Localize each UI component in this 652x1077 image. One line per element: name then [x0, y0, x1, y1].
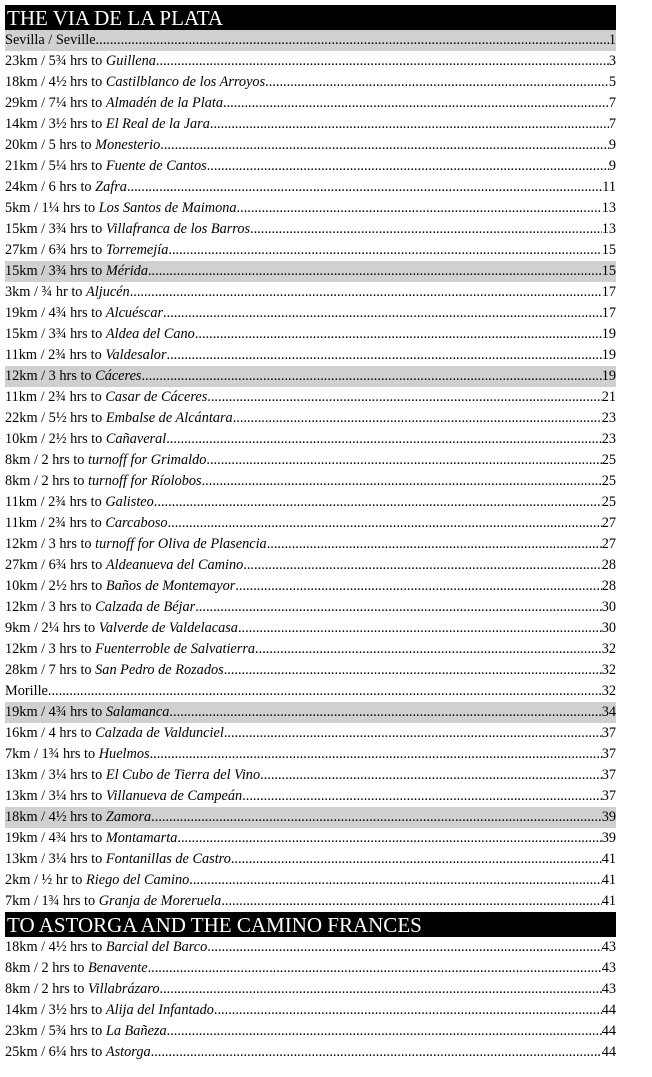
entry-label — [5, 681, 48, 702]
dot-leader — [130, 282, 602, 303]
dot-leader — [250, 219, 602, 240]
entry-distance-time: 3km / ¾ hr to — [5, 284, 87, 300]
entry-place-name: Astorga — [105, 1044, 151, 1060]
dot-leader — [195, 597, 601, 618]
entry-page-number: 11 — [602, 179, 616, 195]
entry-page-number: 27 — [601, 536, 616, 552]
entry-place-name: Alija del Infantado — [105, 1002, 214, 1018]
toc-entry[interactable] — [5, 765, 616, 786]
entry-label — [5, 639, 255, 660]
dot-leader — [237, 198, 602, 219]
toc-entry[interactable] — [5, 723, 616, 744]
entry-place-name: Aldeanueva del Camino — [105, 557, 244, 573]
toc-entry[interactable] — [5, 408, 616, 429]
entry-place-name: La Bañeza — [105, 1023, 167, 1039]
entry-label — [5, 198, 237, 219]
entry-page-number: 5 — [608, 74, 616, 90]
toc-entry[interactable] — [5, 1000, 616, 1021]
dot-leader — [48, 681, 602, 702]
entry-distance-time: 15km / 3¾ hrs to — [5, 263, 106, 279]
entry-label — [5, 408, 233, 429]
entry-distance-time: 8km / 2 hrs to — [5, 452, 89, 468]
entry-distance-time: 13km / 3¼ hrs to — [5, 767, 106, 783]
entry-distance-time: 14km / 3½ hrs to — [5, 1002, 106, 1018]
entry-label — [5, 240, 168, 261]
entry-distance-time: 12km / 3 hrs to — [5, 536, 96, 552]
entry-label — [5, 93, 223, 114]
entry-label — [5, 1021, 167, 1042]
entry-page-number: 25 — [601, 452, 616, 468]
entry-label — [5, 1000, 214, 1021]
entry-label — [5, 513, 168, 534]
entry-label — [5, 786, 242, 807]
toc-entry[interactable] — [5, 660, 616, 681]
dot-leader — [163, 303, 602, 324]
entry-distance-time: 21km / 5¼ hrs to — [5, 158, 106, 174]
toc-entry[interactable] — [5, 555, 616, 576]
dot-leader — [207, 156, 609, 177]
toc-entry[interactable] — [5, 156, 616, 177]
entry-page-number: 17 — [601, 284, 616, 300]
entry-place-name: Calzada de Béjar — [95, 599, 196, 615]
toc-entry[interactable] — [5, 429, 616, 450]
dot-leader — [148, 261, 602, 282]
dot-leader — [207, 387, 601, 408]
entry-distance-time: 18km / 4½ hrs to — [5, 74, 106, 90]
entry-label — [5, 51, 156, 72]
entry-place-name: Montamarta — [105, 830, 178, 846]
entry-label — [5, 937, 207, 958]
toc-entry[interactable] — [5, 937, 616, 958]
entry-place-name: Riego del Camino — [86, 872, 190, 888]
toc-entry-stage-town[interactable] — [5, 261, 616, 282]
entry-label — [5, 891, 221, 912]
dot-leader — [167, 345, 602, 366]
entry-place-name: Zamora — [105, 809, 152, 825]
entry-label — [5, 492, 154, 513]
toc-entry[interactable] — [5, 93, 616, 114]
entry-distance-time: 7km / 1¾ hrs to — [5, 746, 99, 762]
toc-entry[interactable] — [5, 345, 616, 366]
entry-page-number: 32 — [601, 683, 616, 699]
entry-distance-time: 8km / 2 hrs to — [5, 981, 89, 997]
dot-leader — [168, 513, 602, 534]
entry-label — [5, 576, 235, 597]
dot-leader — [224, 660, 602, 681]
entry-distance-time: 12km / 3 hrs to — [5, 599, 96, 615]
entry-page-number: 43 — [601, 981, 616, 997]
dot-leader — [160, 135, 609, 156]
entry-place-name: Villanueva de Campeán — [105, 788, 243, 804]
toc-entry[interactable] — [5, 492, 616, 513]
toc-entry[interactable] — [5, 282, 616, 303]
entry-place-name: Almadén de la Plata — [105, 95, 224, 111]
entry-distance-time: 18km / 4½ hrs to — [5, 939, 106, 955]
dot-leader — [255, 639, 602, 660]
entry-page-number: 19 — [601, 368, 616, 384]
entry-place-name: Valverde de Valdelacasa — [98, 620, 238, 636]
dot-leader — [267, 534, 602, 555]
dot-leader — [169, 702, 601, 723]
entry-place-name: Fuente de Cantos — [105, 158, 207, 174]
dot-leader — [202, 471, 602, 492]
entry-place-name: Benavente — [88, 960, 148, 976]
entry-page-number: 39 — [601, 830, 616, 846]
entry-page-number: 30 — [601, 599, 616, 615]
entry-distance-time: 9km / 2¼ hrs to — [5, 620, 99, 636]
entry-label — [5, 597, 195, 618]
entry-distance-time: 12km / 3 hrs to — [5, 368, 96, 384]
entry-distance-time: 23km / 5¾ hrs to — [5, 53, 106, 69]
dot-leader — [160, 979, 602, 1000]
dot-leader — [221, 891, 601, 912]
entry-distance-time: 19km / 4¾ hrs to — [5, 830, 106, 846]
entry-page-number: 25 — [601, 473, 616, 489]
toc-entry[interactable] — [5, 513, 616, 534]
entry-page-number: 9 — [608, 137, 616, 153]
entry-distance-time: 8km / 2 hrs to — [5, 960, 89, 976]
toc-entry[interactable] — [5, 979, 616, 1000]
entry-distance-time: 18km / 4½ hrs to — [5, 809, 106, 825]
toc-entry[interactable] — [5, 324, 616, 345]
entry-distance-time: 25km / 6¼ hrs to — [5, 1044, 106, 1060]
entry-place-name: Barcial del Barco — [105, 939, 208, 955]
entry-place-name: turnoff for Grimaldo — [88, 452, 207, 468]
entry-page-number: 43 — [601, 939, 616, 955]
entry-place-name: Fontanillas de Castro — [105, 851, 231, 867]
entry-label — [5, 555, 243, 576]
entry-label — [5, 72, 265, 93]
entry-label — [5, 345, 167, 366]
toc-entry[interactable] — [5, 198, 616, 219]
entry-distance-time: 11km / 2¾ hrs to — [5, 389, 106, 405]
entry-page-number: 21 — [601, 389, 616, 405]
entry-place-name: turnoff for Ríolobos — [88, 473, 202, 489]
entry-place-name: Carcaboso — [105, 515, 168, 531]
entry-page-number: 30 — [601, 620, 616, 636]
toc-entry-stage-town[interactable] — [5, 366, 616, 387]
entry-label — [5, 807, 151, 828]
entry-page-number: 19 — [601, 347, 616, 363]
toc-entry-stage-town[interactable] — [5, 807, 616, 828]
entry-page-number: 23 — [601, 410, 616, 426]
toc-entry[interactable] — [5, 114, 616, 135]
entry-label — [5, 450, 206, 471]
entry-page-number: 17 — [601, 305, 616, 321]
entry-page-number: 43 — [601, 960, 616, 976]
dot-leader — [150, 744, 602, 765]
entry-page-number: 37 — [601, 788, 616, 804]
entry-page-number: 27 — [601, 515, 616, 531]
toc-entry[interactable] — [5, 177, 616, 198]
entry-place-name: Guillena — [105, 53, 156, 69]
entry-place-name: Los Santos de Maimona — [98, 200, 237, 216]
entry-label — [5, 135, 160, 156]
entry-label — [5, 979, 160, 1000]
entry-place-name: Calzada de Valdunciel — [95, 725, 224, 741]
dot-leader — [148, 958, 602, 979]
entry-place-name: Mérida — [105, 263, 148, 279]
entry-page-number: 41 — [601, 872, 616, 888]
entry-distance-time: 20km / 5 hrs to — [5, 137, 96, 153]
entry-page-number: 7 — [608, 95, 616, 111]
toc-entry[interactable] — [5, 135, 616, 156]
entry-distance-time: 7km / 1¾ hrs to — [5, 893, 99, 909]
entry-page-number: 28 — [601, 557, 616, 573]
dot-leader — [243, 555, 601, 576]
entry-distance-time: 10km / 2½ hrs to — [5, 578, 106, 594]
dot-leader — [206, 450, 601, 471]
entry-place-name: Valdesalor — [105, 347, 167, 363]
entry-label — [5, 958, 148, 979]
toc-entry[interactable] — [5, 870, 616, 891]
dot-leader — [167, 1021, 602, 1042]
dot-leader — [151, 1042, 602, 1063]
toc-entry[interactable] — [5, 786, 616, 807]
entry-label — [5, 282, 130, 303]
entry-page-number: 23 — [601, 431, 616, 447]
entry-distance-time: 27km / 6¾ hrs to — [5, 242, 106, 258]
entry-page-number: 3 — [608, 53, 616, 69]
entry-page-number: 13 — [601, 200, 616, 216]
entry-place-name: Castilblanco de los Arroyos — [105, 74, 266, 90]
dot-leader — [195, 324, 602, 345]
entry-place-name: Alcuéscar — [105, 305, 164, 321]
entry-place-name: Casar de Cáceres — [105, 389, 208, 405]
entry-label — [5, 30, 96, 51]
entry-page-number: 15 — [601, 263, 616, 279]
dot-leader — [210, 114, 609, 135]
entry-page-number: 41 — [601, 893, 616, 909]
entry-distance-time: 5km / 1¼ hrs to — [5, 200, 99, 216]
entry-label — [5, 471, 202, 492]
dot-leader — [224, 723, 602, 744]
dot-leader — [260, 765, 602, 786]
entry-page-number: 44 — [601, 1002, 616, 1018]
entry-page-number: 37 — [601, 725, 616, 741]
entry-distance-time: 28km / 7 hrs to — [5, 662, 96, 678]
entry-label — [5, 660, 224, 681]
toc-entry[interactable] — [5, 849, 616, 870]
entry-label — [5, 261, 148, 282]
dot-leader — [223, 93, 609, 114]
entry-label — [5, 114, 210, 135]
entry-label — [5, 429, 166, 450]
toc-entry[interactable] — [5, 219, 616, 240]
entry-place-name: Torremejía — [105, 242, 169, 258]
toc-entry[interactable] — [5, 534, 616, 555]
entry-label — [5, 849, 231, 870]
entry-label — [5, 765, 260, 786]
dot-leader — [96, 30, 609, 51]
toc-entry[interactable] — [5, 240, 616, 261]
entry-label — [5, 219, 250, 240]
entry-distance-time: 22km / 5½ hrs to — [5, 410, 106, 426]
dot-leader — [238, 618, 602, 639]
toc-entry[interactable] — [5, 618, 616, 639]
entry-label — [5, 870, 189, 891]
dot-leader — [265, 72, 609, 93]
entry-distance-time: 15km / 3¾ hrs to — [5, 326, 106, 342]
dot-leader — [233, 408, 602, 429]
dot-leader — [214, 1000, 602, 1021]
toc-entry[interactable] — [5, 387, 616, 408]
entry-place-name: Villabrázaro — [88, 981, 160, 997]
dot-leader — [189, 870, 601, 891]
entry-page-number: 32 — [601, 641, 616, 657]
entry-distance-time: 11km / 2¾ hrs to — [5, 347, 106, 363]
entry-distance-time: 11km / 2¾ hrs to — [5, 494, 106, 510]
entry-page-number: 44 — [601, 1023, 616, 1039]
dot-leader — [177, 828, 601, 849]
entry-distance-time: 16km / 4 hrs to — [5, 725, 96, 741]
entry-distance-time: 10km / 2½ hrs to — [5, 431, 106, 447]
toc-entry[interactable] — [5, 1042, 616, 1063]
entry-page-number: 37 — [601, 767, 616, 783]
entry-page-number: 39 — [601, 809, 616, 825]
entry-place-name: turnoff for Oliva de Plasencia — [95, 536, 267, 552]
entry-label — [5, 177, 127, 198]
dot-leader — [154, 492, 602, 513]
entry-page-number: 37 — [601, 746, 616, 762]
entry-label — [5, 723, 224, 744]
toc-entry[interactable] — [5, 639, 616, 660]
toc-entry[interactable] — [5, 471, 616, 492]
entry-place-name: Cañaveral — [105, 431, 167, 447]
entry-place-name: Salamanca — [105, 704, 170, 720]
entry-page-number: 19 — [601, 326, 616, 342]
dot-leader — [235, 576, 601, 597]
entry-place-name: Galisteo — [105, 494, 154, 510]
entry-label — [5, 1042, 151, 1063]
entry-distance-time: 2km / ½ hr to — [5, 872, 87, 888]
toc-entry[interactable] — [5, 828, 616, 849]
entry-page-number: 28 — [601, 578, 616, 594]
toc-entry[interactable] — [5, 576, 616, 597]
entry-distance-time: 8km / 2 hrs to — [5, 473, 89, 489]
entry-label — [5, 534, 267, 555]
entry-distance-time: 29km / 7¼ hrs to — [5, 95, 106, 111]
dot-leader — [156, 51, 609, 72]
dot-leader — [141, 366, 601, 387]
entry-place-name: Baños de Montemayor — [105, 578, 236, 594]
entry-label — [5, 618, 238, 639]
entry-distance-time: 23km / 5¾ hrs to — [5, 1023, 106, 1039]
entry-page-number: 25 — [601, 494, 616, 510]
entry-place-name: Huelmos — [98, 746, 150, 762]
dot-leader — [166, 429, 601, 450]
toc-entry[interactable] — [5, 450, 616, 471]
entry-page-number: 34 — [601, 704, 616, 720]
entry-distance-time: 14km / 3½ hrs to — [5, 116, 106, 132]
entry-place-name: Cáceres — [95, 368, 142, 384]
entry-distance-time: Sevilla / Seville — [5, 32, 96, 48]
entry-place-name: Aljucén — [86, 284, 130, 300]
section-heading: TO ASTORGA AND THE CAMINO FRANCES — [5, 912, 616, 937]
entry-place-name: Aldea del Cano — [105, 326, 195, 342]
toc-entry[interactable] — [5, 72, 616, 93]
entry-label — [5, 303, 163, 324]
entry-page-number: 9 — [608, 158, 616, 174]
entry-distance-time: 24km / 6 hrs to — [5, 179, 96, 195]
entry-page-number: 7 — [608, 116, 616, 132]
entry-place-name: Embalse de Alcántara — [105, 410, 233, 426]
entry-place-name: Zafra — [95, 179, 127, 195]
entry-label — [5, 366, 141, 387]
entry-place-name: San Pedro de Rozados — [95, 662, 224, 678]
entry-distance-time: Morille — [5, 683, 48, 699]
dot-leader — [127, 177, 602, 198]
dot-leader — [231, 849, 602, 870]
toc-entry[interactable] — [5, 1021, 616, 1042]
entry-distance-time: 15km / 3¾ hrs to — [5, 221, 106, 237]
dot-leader — [207, 937, 601, 958]
toc-entry-stage-town[interactable] — [5, 702, 616, 723]
toc-entry-stage-town[interactable] — [5, 30, 616, 51]
dot-leader — [151, 807, 602, 828]
entry-place-name: Granja de Moreruela — [98, 893, 222, 909]
entry-distance-time: 19km / 4¾ hrs to — [5, 305, 106, 321]
entry-page-number: 1 — [608, 32, 616, 48]
toc-entry[interactable] — [5, 891, 616, 912]
entry-label — [5, 828, 177, 849]
entry-place-name: Villafranca de los Barros — [105, 221, 251, 237]
entry-distance-time: 13km / 3¼ hrs to — [5, 788, 106, 804]
entry-page-number: 32 — [601, 662, 616, 678]
entry-label — [5, 156, 207, 177]
entry-label — [5, 744, 150, 765]
toc-entry[interactable] — [5, 681, 616, 702]
toc-entry[interactable] — [5, 744, 616, 765]
entry-distance-time: 27km / 6¾ hrs to — [5, 557, 106, 573]
toc-entry[interactable] — [5, 51, 616, 72]
entry-distance-time: 12km / 3 hrs to — [5, 641, 96, 657]
entry-page-number: 13 — [601, 221, 616, 237]
dot-leader — [168, 240, 601, 261]
entry-page-number: 44 — [601, 1044, 616, 1060]
entry-distance-time: 11km / 2¾ hrs to — [5, 515, 106, 531]
toc-entry[interactable] — [5, 958, 616, 979]
toc-entry[interactable] — [5, 303, 616, 324]
dot-leader — [242, 786, 602, 807]
entry-place-name: Monesterio — [95, 137, 161, 153]
entry-place-name: El Real de la Jara — [105, 116, 210, 132]
entry-page-number: 15 — [601, 242, 616, 258]
table-of-contents — [5, 5, 616, 1063]
entry-distance-time: 13km / 3¼ hrs to — [5, 851, 106, 867]
entry-label — [5, 387, 207, 408]
section-heading: THE VIA DE LA PLATA — [5, 5, 616, 30]
entry-label — [5, 324, 195, 345]
toc-entry[interactable] — [5, 597, 616, 618]
entry-place-name: Fuenterroble de Salvatierra — [95, 641, 256, 657]
entry-label — [5, 702, 169, 723]
entry-place-name: El Cubo de Tierra del Vino — [105, 767, 261, 783]
entry-distance-time: 19km / 4¾ hrs to — [5, 704, 106, 720]
entry-page-number: 41 — [601, 851, 616, 867]
